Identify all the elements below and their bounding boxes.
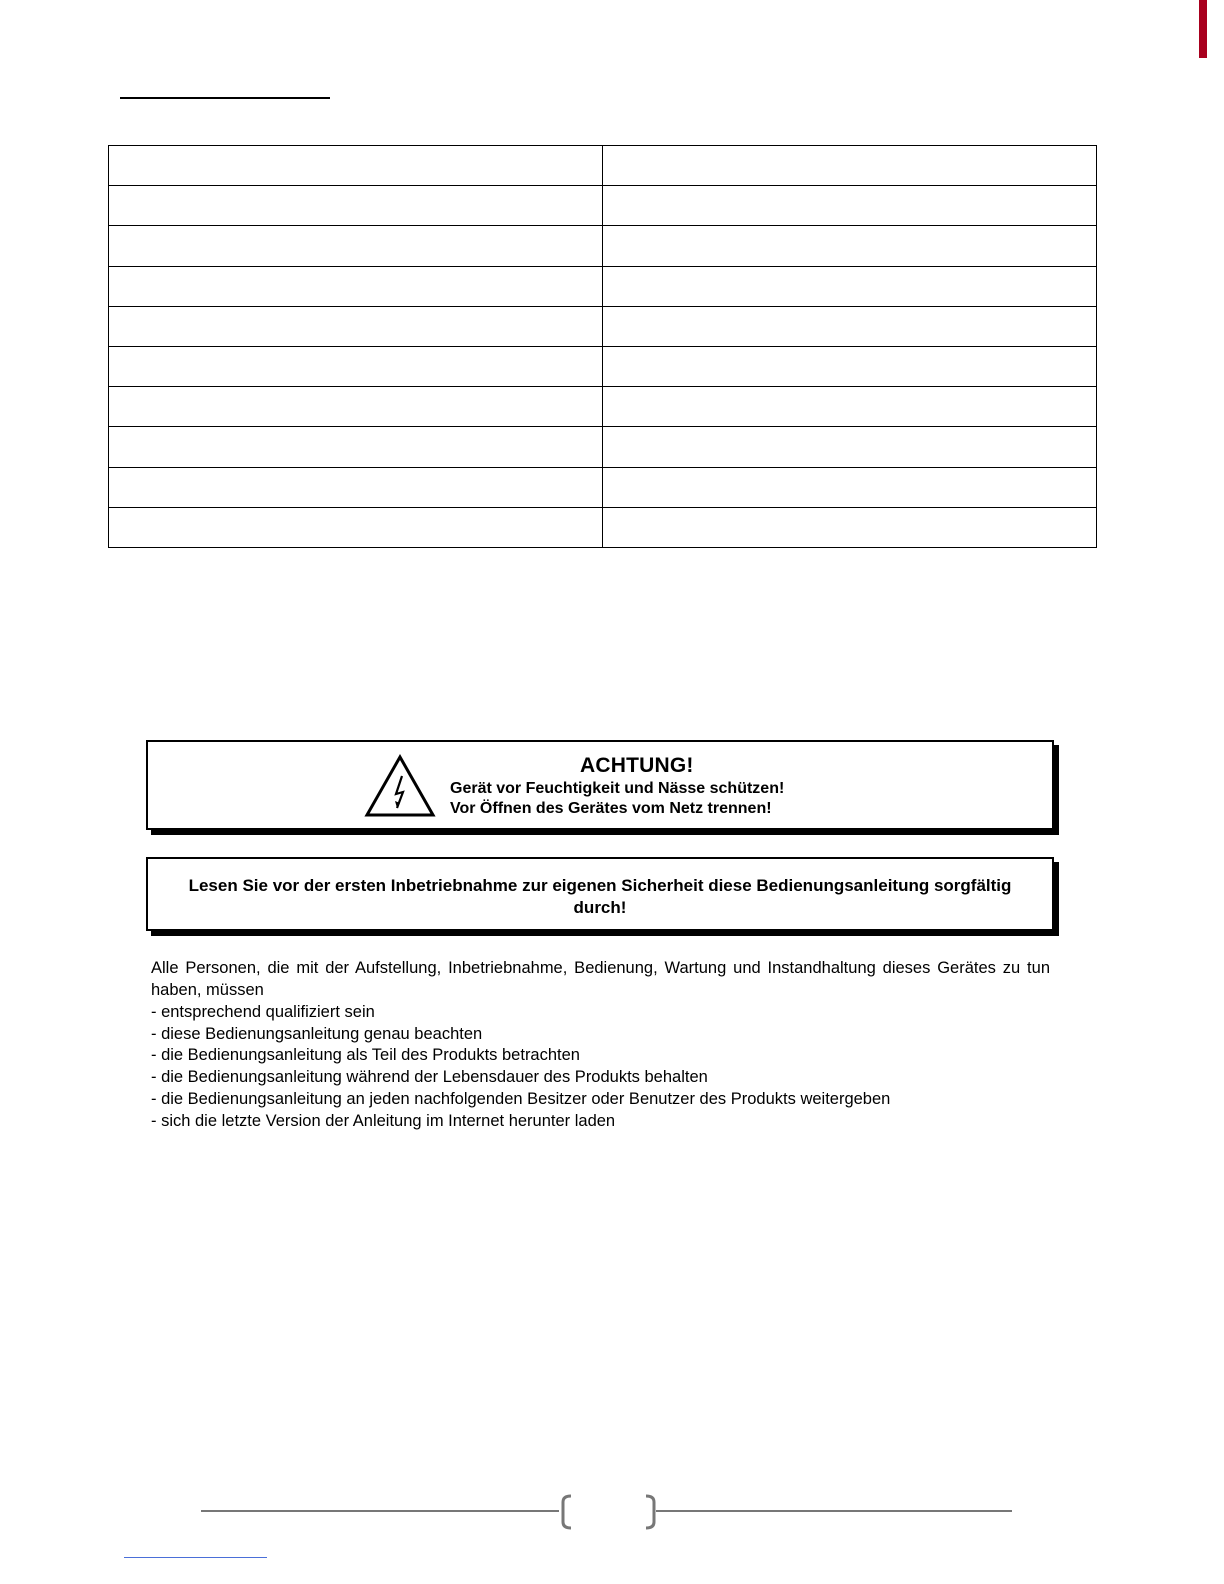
table-row xyxy=(109,507,1097,547)
table-cell xyxy=(109,507,603,547)
table-cell xyxy=(603,467,1097,507)
warning-box xyxy=(146,740,1054,830)
table-cell xyxy=(109,467,603,507)
list-item: - die Bedienungsanleitung als Teil des Produkts betrachten xyxy=(151,1046,580,1065)
table-cell xyxy=(109,226,603,266)
read-manual-notice-box xyxy=(146,857,1054,931)
table-cell xyxy=(109,427,603,467)
table-cell xyxy=(603,507,1097,547)
table-cell xyxy=(603,427,1097,467)
table-row xyxy=(109,226,1097,266)
list-item: - sich die letzte Version der Anleitung im Internet herunter laden xyxy=(151,1111,616,1130)
spec-table xyxy=(108,145,1097,548)
footer-bracket-right xyxy=(644,1494,658,1530)
table-cell xyxy=(603,306,1097,346)
table-row xyxy=(109,186,1097,226)
warning-title: ACHTUNG! xyxy=(580,754,694,777)
table-cell xyxy=(109,146,603,186)
list-item: - diese Bedienungsanleitung genau beachten xyxy=(151,1024,483,1043)
footer-rule-left xyxy=(201,1510,559,1512)
table-cell xyxy=(109,387,603,427)
list-item: - die Bedienungsanleitung an jeden nachfolgenden Besitzer oder Benutzer des Produkts weitergeben xyxy=(151,1089,891,1108)
table-cell xyxy=(109,186,603,226)
list-item: - entsprechend qualifiziert sein xyxy=(151,1003,375,1021)
table-cell xyxy=(603,387,1097,427)
footer-link-underline[interactable] xyxy=(124,1557,267,1558)
table-row xyxy=(109,387,1097,427)
table-cell xyxy=(603,346,1097,386)
page-edge-mark xyxy=(1199,0,1207,58)
table-row xyxy=(109,427,1097,467)
warning-line-moisture: Gerät vor Feuchtigkeit und Nässe schützen! xyxy=(450,780,785,797)
table-cell xyxy=(109,346,603,386)
table-cell xyxy=(603,226,1097,266)
table-cell xyxy=(603,146,1097,186)
warning-line-disconnect: Vor Öffnen des Gerätes vom Netz trennen! xyxy=(450,800,772,817)
heading-underline xyxy=(120,97,330,99)
table-cell xyxy=(109,266,603,306)
footer-bracket-left xyxy=(559,1494,573,1530)
footer-rule-right xyxy=(656,1510,1012,1512)
table-cell xyxy=(603,186,1097,226)
high-voltage-warning-icon xyxy=(364,754,436,818)
table-row xyxy=(109,306,1097,346)
table-row xyxy=(109,266,1097,306)
list-item: - die Bedienungsanleitung während der Lebensdauer des Produkts behalten xyxy=(151,1068,708,1087)
table-row xyxy=(109,146,1097,186)
table-cell xyxy=(603,266,1097,306)
instructions-intro: Alle Personen, die mit der Aufstellung, Inbetriebnahme, Bedienung, Wartung und Instandhaltung dieses Gerätes zu tun haben, müssen xyxy=(151,959,1050,999)
read-manual-notice: Lesen Sie vor der ersten Inbetriebnahme zur eigenen Sicherheit diese Bedienungsanleitung sorgfältig durch! xyxy=(188,876,1012,917)
instructions-list xyxy=(151,1002,1051,1132)
table-cell xyxy=(109,306,603,346)
table-row xyxy=(109,467,1097,507)
table-row xyxy=(109,346,1097,386)
